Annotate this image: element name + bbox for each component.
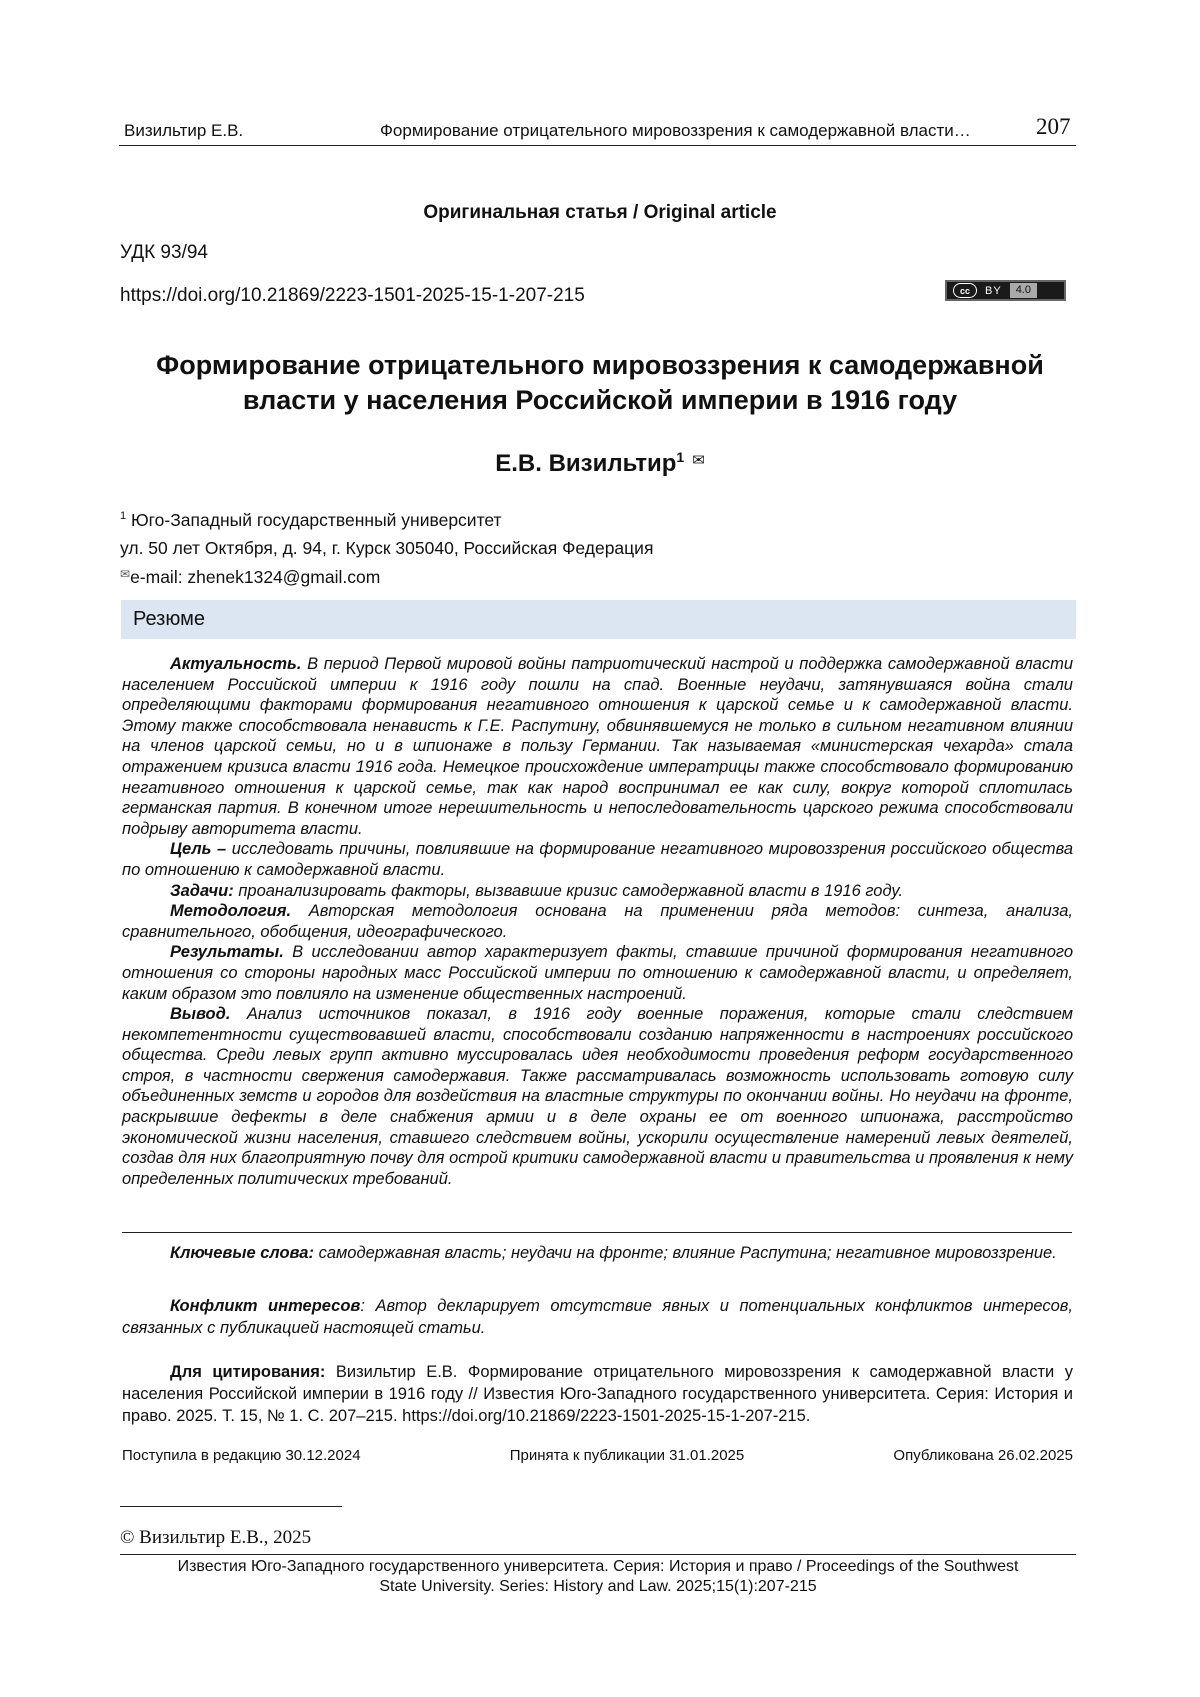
footer-line-1: Известия Юго-Западного государственного университета. Серия: История и право / Proceedings of the Southwest <box>177 1558 1019 1575</box>
author-affil-mark: 1 <box>676 449 685 465</box>
cc-logo-icon: cc <box>953 283 977 298</box>
date-accepted: Принята к публикации 31.01.2025 <box>509 1447 745 1464</box>
affiliation <box>120 502 653 562</box>
abstract-label: Результаты. <box>170 943 284 962</box>
footer-rule <box>120 1554 1076 1555</box>
copyright: © Визильтир Е.В., 2025 <box>120 1527 312 1548</box>
affil-mark: 1 <box>120 510 127 522</box>
abstract-paragraph <box>122 881 1073 902</box>
abstract-paragraph <box>122 1004 1073 1189</box>
footer-line-2: State University. Series: History and Law. 2025;15(1):207-215 <box>379 1578 817 1595</box>
conflict-of-interest <box>122 1295 1073 1339</box>
abstract-text: проанализировать факторы, вызвавшие кризис самодержавной власти в 1916 году. <box>233 881 904 900</box>
abstract-label: Задачи: <box>170 881 234 900</box>
abstract-text: Анализ источников показал, в 1916 году военные поражения, которые стали следствием некомпетентности существовавшей власти, способствовали созданию напряженности в настроениях российского общества. Среди левых групп активно муссировалась идея необходимости проведения реформ государственного строя, в частности свержения самодержавия. Также рассматривалась возможность использовать готовую силу объединенных земств и городов для воздействия на властные структуры по окончании войны. Но неудачи на фронте, раскрывшие дефекты в деле снабжения армии и в деле охраны ее от военного шпионажа, расстройство экономической жизни населения, ставшего следствием войны, ускорили осуществление намерений левых деятелей, создав для них благоприятную почву для острой критики самодержавной власти и правительства и проявления к нему определенных политических требований. <box>122 1005 1073 1188</box>
cc-license-version: 4.0 <box>1010 283 1037 298</box>
abstract <box>122 654 1073 1189</box>
publication-dates <box>122 1447 1073 1464</box>
article-title-line-1: Формирование отрицательного мировоззрения к самодержавной <box>156 350 1044 380</box>
abstract-text: В исследовании автор характеризует факты, ставшие причиной формирования негативного отношения со стороны народных масс Российской империи по отношению к самодержавной власти, и определяет, каким образом это повлияло на изменение общественных настроений. <box>122 943 1073 1003</box>
citation-label: Для цитирования: <box>170 1363 326 1381</box>
abstract-label: Методология. <box>170 902 292 921</box>
conflict-text: : Автор декларирует отсутствие явных и потенциальных конфликтов интересов, связанных с публикацией настоящей статьи. <box>122 1297 1073 1337</box>
resume-heading-bar <box>121 600 1076 639</box>
running-head-author: Визильтир Е.В. <box>124 121 244 140</box>
email-address[interactable]: e-mail: zhenek1324@gmail.com <box>130 567 381 587</box>
running-head-title: Формирование отрицательного мировоззрения к самодержавной власти… <box>380 121 971 140</box>
resume-heading: Резюме <box>133 608 205 630</box>
conflict-label: Конфликт интересов <box>170 1297 361 1315</box>
keywords-text: самодержавная власть; неудачи на фронте; влияние Распутина; негативное мировоззрение. <box>313 1244 1057 1262</box>
abstract-text: Авторская методология основана на применении ряда методов: синтеза, анализа, сравнительного, обобщения, идеографического. <box>122 902 1073 941</box>
citation <box>122 1361 1073 1427</box>
abstract-paragraph <box>122 901 1073 942</box>
citation-text: Визильтир Е.В. Формирование отрицательного мировоззрения к самодержавной власти у населения Российской империи в 1916 году // Известия Юго-Западного государственного университета. Серия: История и право. 2025. Т. 15, № 1. С. 207–215. https://doi.org/10.21869/2223-1501-2025-15-1-207-215. <box>122 1363 1074 1425</box>
affiliation-address: ул. 50 лет Октября, д. 94, г. Курск 305040, Российская Федерация <box>120 537 654 558</box>
abstract-paragraph <box>122 654 1073 839</box>
email-line <box>120 567 380 588</box>
author-name: Е.В. Визильтир <box>495 450 677 477</box>
header-rule <box>119 145 1076 146</box>
abstract-rule <box>122 1232 1072 1233</box>
doi-link[interactable]: https://doi.org/10.21869/2223-1501-2025-15-1-207-215 <box>120 285 585 306</box>
abstract-label: Актуальность. <box>170 655 302 673</box>
abstract-text: В период Первой мировой войны патриотический настрой и поддержка самодержавной власти населением Российской империи к 1916 году пошли на спад. Военные неудачи, затянувшаяся война стали определяющими факторами формирования негативного отношения к царской семье и к самодержавной власти. Этому также способствовала ненависть к Г.Е. Распутину, обвинявшемуся не только в сильном негативном влиянии на членов царской семьи, но и в шпионаже в пользу Германии. Так называемая «министерская чехарда» стала отражением кризиса власти 1916 года. Немецкое происхождение императрицы также способствовало формированию негативного отношения к царской семье, так как народ воспринимал ее как силу, вокруг которой сплотилась германская партия. В конечном итоге нерешительность и непоследовательность царского режима способствовали подрыву авторитета власти. <box>122 655 1073 838</box>
journal-footer <box>120 1557 1076 1597</box>
keywords <box>122 1242 1073 1264</box>
footnote-rule <box>120 1506 342 1507</box>
abstract-paragraph <box>122 839 1073 880</box>
envelope-icon: ✉ <box>120 567 131 581</box>
udc-code: УДК 93/94 <box>120 242 208 263</box>
abstract-paragraph <box>122 942 1073 1004</box>
date-published: Опубликована 26.02.2025 <box>893 1447 1073 1464</box>
article-type: Оригинальная статья / Original article <box>423 202 777 223</box>
cc-license-type: BY <box>985 284 1002 297</box>
mail-icon[interactable]: ✉ <box>692 452 705 469</box>
keywords-label: Ключевые слова: <box>170 1244 314 1262</box>
author-line <box>0 449 1200 478</box>
cc-license-badge[interactable] <box>945 280 1066 301</box>
abstract-text: исследовать причины, повлиявшие на формирование негативного мировоззрения российского общества по отношению к самодержавной власти. <box>122 840 1073 879</box>
affiliation-name: Юго-Западный государственный университет <box>126 509 502 530</box>
date-received: Поступила в редакцию 30.12.2024 <box>122 1447 361 1464</box>
abstract-label: Вывод. <box>170 1005 231 1024</box>
abstract-label: Цель – <box>170 840 227 859</box>
article-title-line-2: власти у населения Российской империи в 1916 году <box>242 385 958 415</box>
article-title <box>0 348 1200 418</box>
page-number: 207 <box>1036 114 1071 139</box>
